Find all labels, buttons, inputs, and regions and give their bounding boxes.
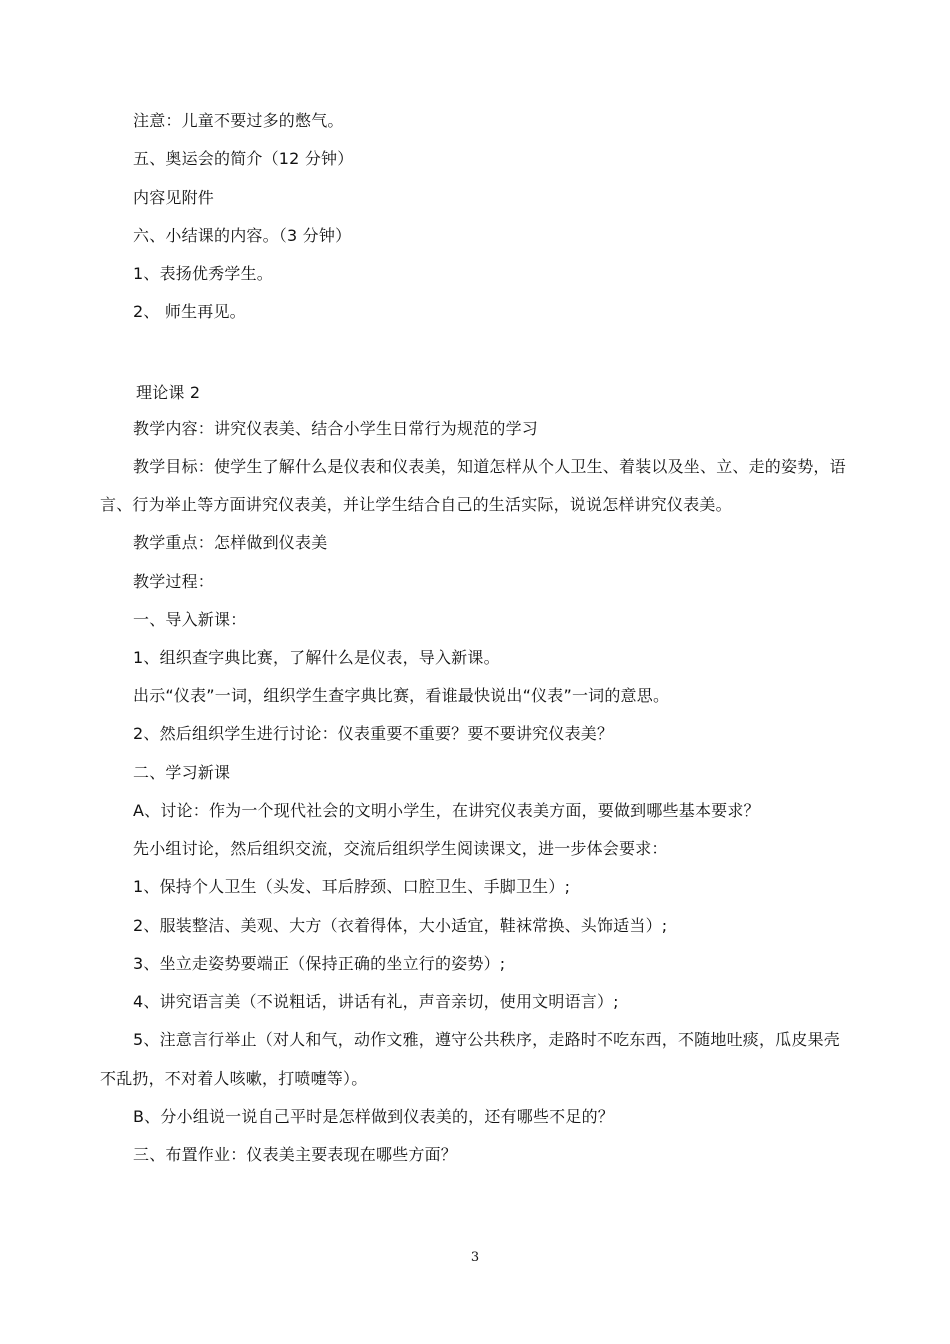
text-line: 内容见附件 <box>133 188 215 207</box>
list-item: 1、保持个人卫生（头发、耳后脖颈、口腔卫生、手脚卫生）; <box>133 877 571 896</box>
text-line: 注意：儿童不要过多的憋气。 <box>133 111 344 130</box>
section-heading: 六、小结课的内容。（3 分钟） <box>133 226 352 245</box>
text-line: 教学目标：使学生了解什么是仪表和仪表美，知道怎样从个人卫生、着装以及坐、立、走的姿势，语 <box>133 457 846 476</box>
section-heading: 三、布置作业：仪表美主要表现在哪些方面？ <box>133 1145 458 1164</box>
list-item: 5、注意言行举止（对人和气，动作文雅，遵守公共秩序，走路时不吃东西，不随地吐痰，瓜皮果壳 <box>133 1030 840 1049</box>
text-line: 先小组讨论，然后组织交流，交流后组织学生阅读课文，进一步体会要求： <box>133 839 668 858</box>
text-line: 教学内容：讲究仪表美、结合小学生日常行为规范的学习 <box>133 419 539 438</box>
list-item: 1、组织查字典比赛，了解什么是仪表，导入新课。 <box>133 648 500 667</box>
text-line: 言、行为举止等方面讲究仪表美，并让学生结合自己的生活实际，说说怎样讲究仪表美。 <box>100 495 732 514</box>
section-heading: 五、奥运会的简介（12 分钟） <box>133 149 354 168</box>
text-line: A、讨论：作为一个现代社会的文明小学生，在讲究仪表美方面，要做到哪些基本要求？ <box>133 801 760 820</box>
text-line: B、分小组说一说自己平时是怎样做到仪表美的，还有哪些不足的？ <box>133 1107 614 1126</box>
text-line: 不乱扔，不对着人咳嗽，打喷嚏等）。 <box>100 1069 368 1088</box>
section-heading: 一、导入新课： <box>133 610 247 629</box>
list-item: 2、然后组织学生进行讨论：仪表重要不重要？要不要讲究仪表美？ <box>133 724 614 743</box>
section-heading: 二、学习新课 <box>133 763 231 782</box>
page-number: 3 <box>470 1250 480 1265</box>
lesson-title: 理论课 2 <box>136 383 201 402</box>
list-item: 3、坐立走姿势要端正（保持正确的坐立行的姿势）; <box>133 954 506 973</box>
list-item: 4、讲究语言美（不说粗话，讲话有礼，声音亲切，使用文明语言）; <box>133 992 619 1011</box>
list-item: 2、 师生再见。 <box>133 302 246 321</box>
text-line: 出示“仪表”一词，组织学生查字典比赛，看谁最快说出“仪表”一词的意思。 <box>133 686 670 705</box>
list-item: 2、服装整洁、美观、大方（衣着得体，大小适宜，鞋袜常换、头饰适当）; <box>133 916 668 935</box>
text-line: 教学过程： <box>133 572 215 591</box>
text-line: 教学重点：怎样做到仪表美 <box>133 533 328 552</box>
list-item: 1、表扬优秀学生。 <box>133 264 273 283</box>
